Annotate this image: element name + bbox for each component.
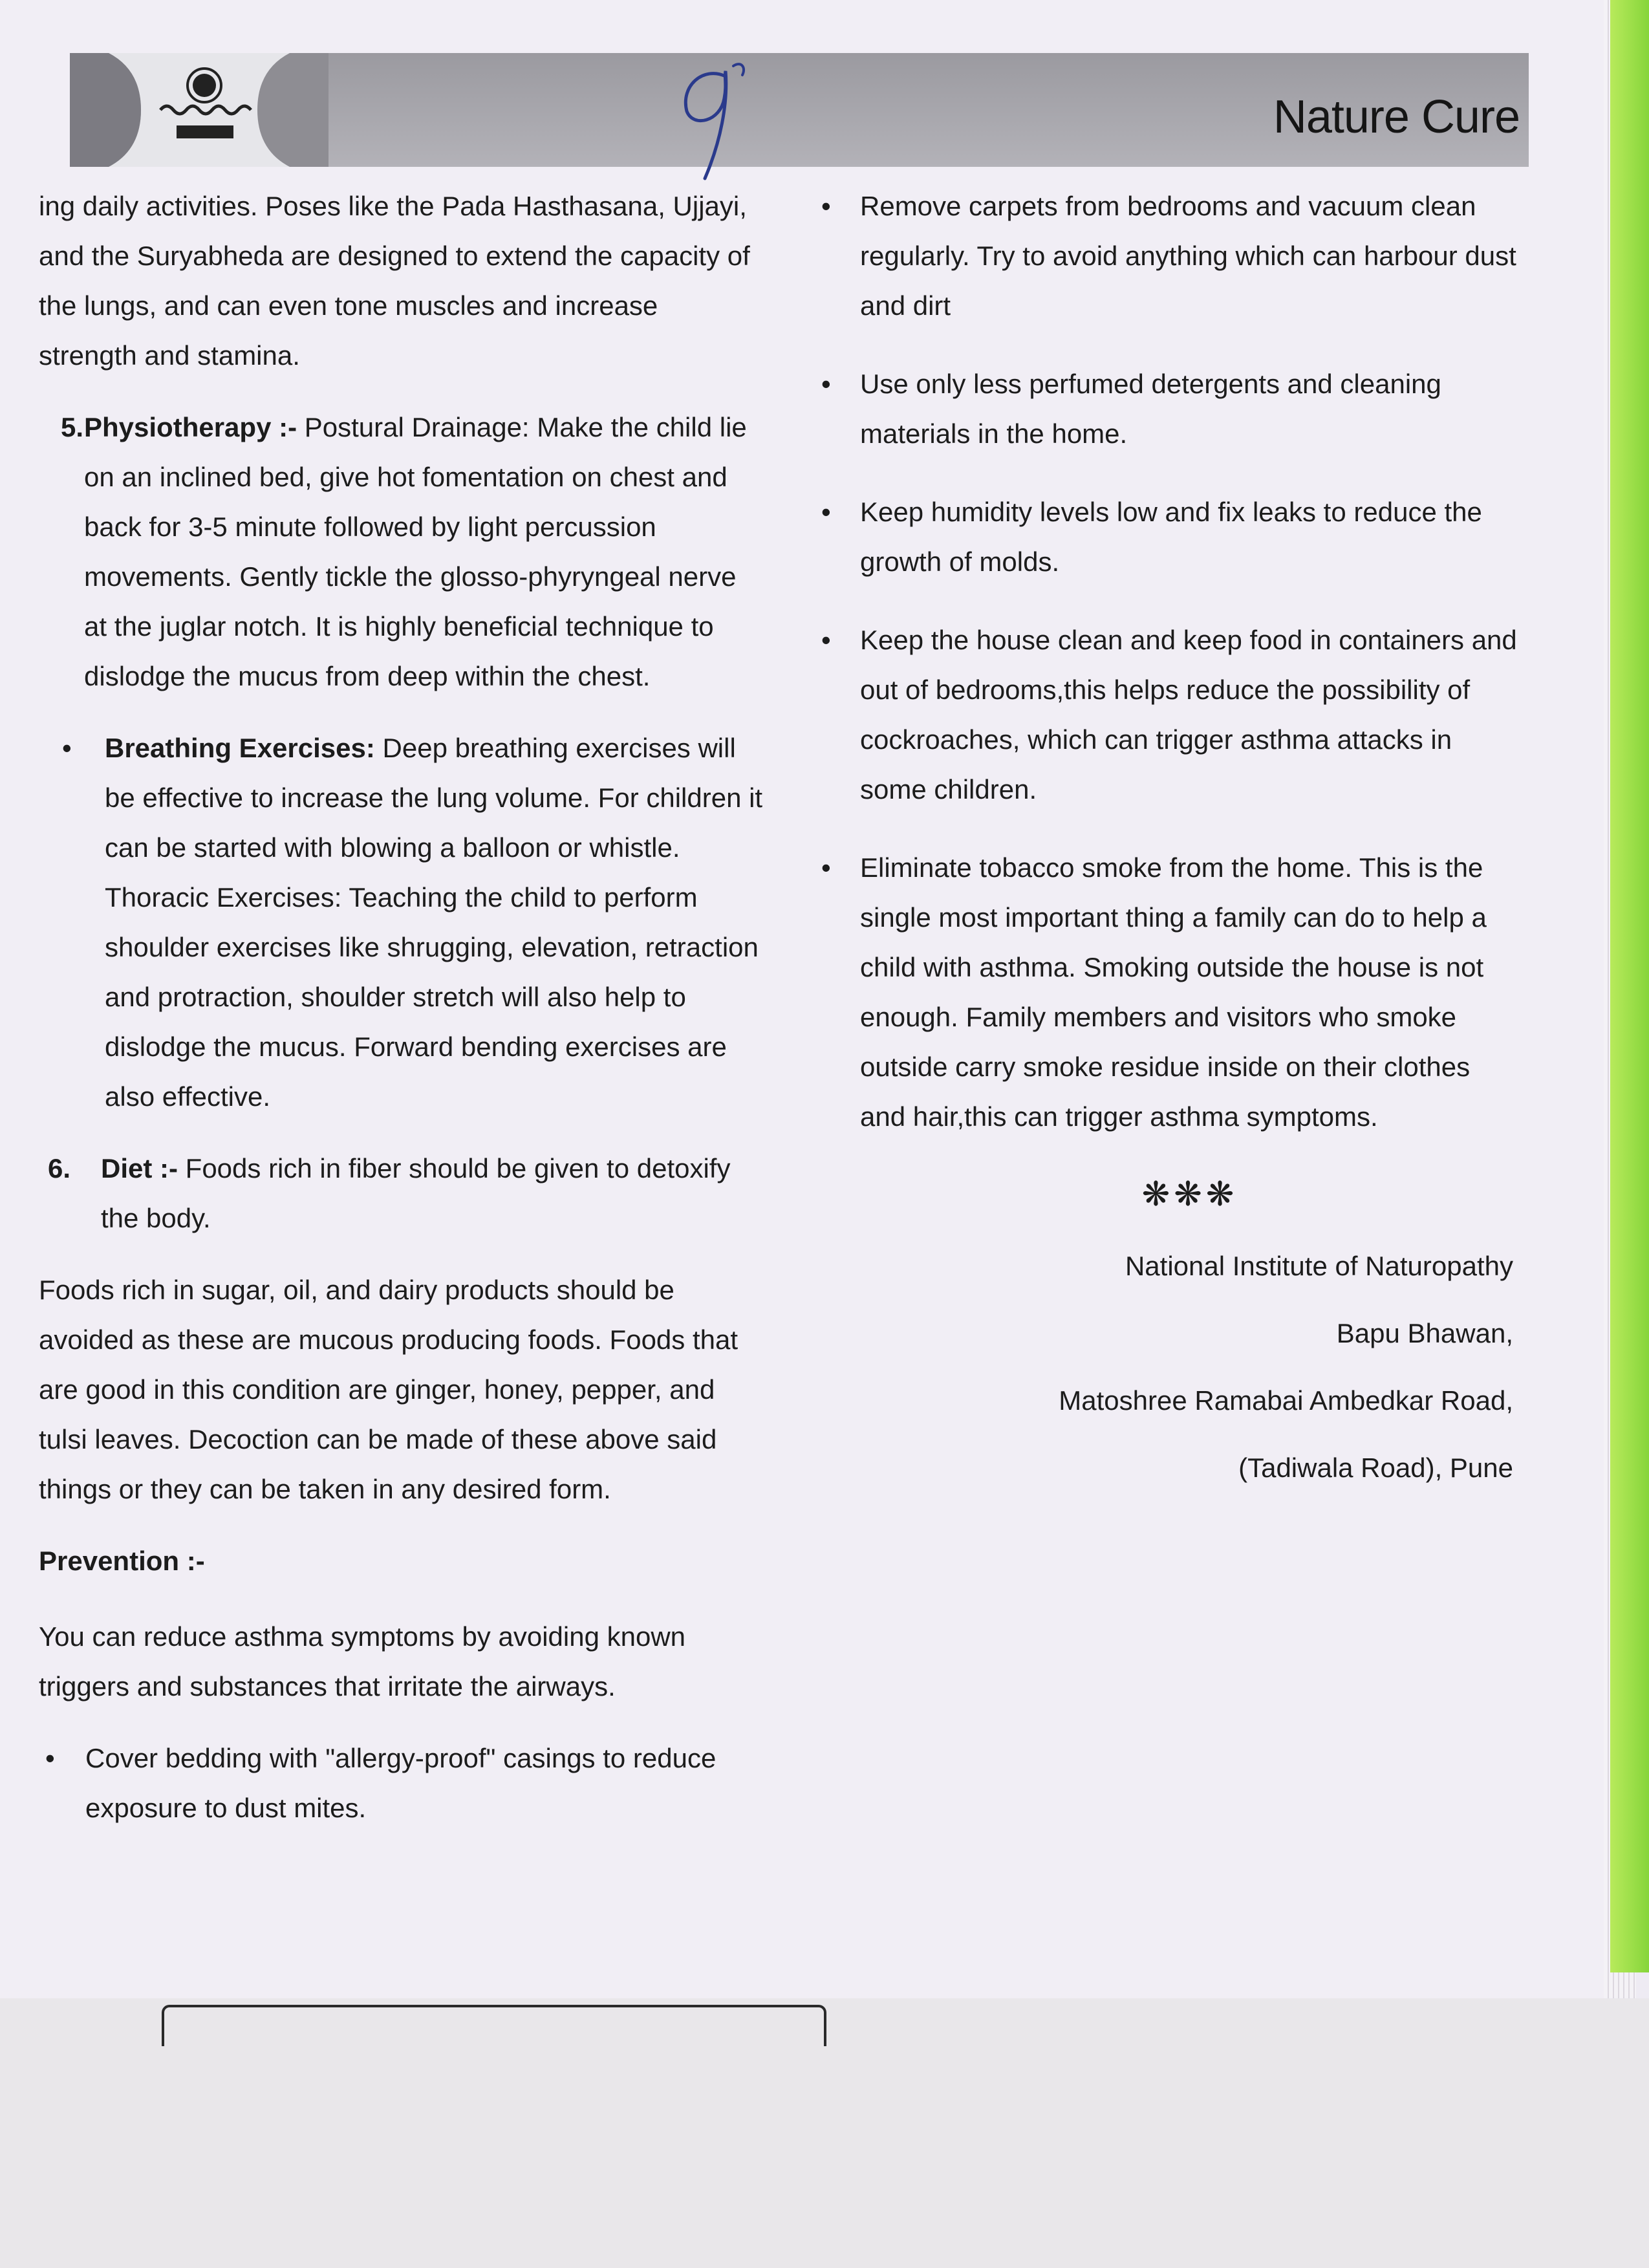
item-text: Use only less perfumed detergents and cleaning materials in the home. xyxy=(860,369,1441,449)
list-item-diet xyxy=(39,1143,763,1243)
paragraph-prevention: You can reduce asthma symptoms by avoiding known triggers and substances that irritate the airways. xyxy=(39,1621,686,1701)
list-item-carpets xyxy=(821,181,1520,330)
item-label: Breathing Exercises: xyxy=(105,733,375,763)
handwritten-page-number xyxy=(653,52,750,188)
paragraph-diet: Foods rich in sugar, oil, and dairy products should be avoided as these are mucous producing foods. Foods that are good in this condition are ginger, honey, pepper, and tulsi leaves. Decoction can be made of these above said things or they can be taken in any desired form. xyxy=(39,1275,738,1504)
list-item-humidity xyxy=(821,487,1520,587)
address-line: Bapu Bhawan, xyxy=(1336,1318,1513,1348)
ornament-divider-icon: ❋❋❋ xyxy=(1141,1176,1238,1213)
bullet-icon: • xyxy=(821,625,831,655)
address-line: (Tadiwala Road), Pune xyxy=(1238,1453,1513,1483)
bullet-icon: • xyxy=(62,733,72,763)
footer-frame xyxy=(162,2005,826,2046)
item-text: Keep the house clean and keep food in containers and out of bedrooms,this helps reduce the possibility of cockroaches, which can trigger asthma attacks in some children. xyxy=(860,625,1517,805)
list-item-detergents xyxy=(821,359,1520,459)
author-address xyxy=(860,1233,1513,1502)
bullet-icon: • xyxy=(821,852,831,883)
address-line: National Institute of Naturopathy xyxy=(1125,1251,1513,1281)
item-text: Remove carpets from bedrooms and vacuum clean regularly. Try to avoid anything which can harbour dust and dirt xyxy=(860,191,1516,321)
bullet-icon: • xyxy=(821,497,831,527)
section-title: Nature Cure xyxy=(1273,91,1520,143)
list-item-bedding xyxy=(39,1733,763,1833)
item-number: 5. xyxy=(61,412,84,442)
item-text: Deep breathing exercises will be effective to increase the lung volume. For children it can be started with blowing a balloon or whistle. Thoracic Exercises: Teaching the child to perform shoulder exercises like shrugging, elevation, retraction and protraction, shoulder stretch will also help to dislodge the mucus. Forward bending exercises are also effective. xyxy=(105,733,763,1112)
item-number: 6. xyxy=(48,1153,71,1183)
item-text: Keep humidity levels low and fix leaks to reduce the growth of molds. xyxy=(860,497,1482,577)
right-column xyxy=(821,181,1520,1502)
item-label: Diet :- xyxy=(101,1153,178,1183)
list-item-tobacco xyxy=(821,843,1520,1141)
logo-emblem-icon xyxy=(70,53,329,167)
heading-prevention: Prevention :- xyxy=(39,1546,205,1576)
left-column xyxy=(39,181,763,1855)
item-text: Cover bedding with "allergy-proof" casings to reduce exposure to dust mites. xyxy=(85,1743,717,1823)
item-label: Physiotherapy :- xyxy=(84,412,297,442)
bullet-icon: • xyxy=(821,369,831,399)
paragraph-yoga: ing daily activities. Poses like the Pada Hasthasana, Ujjayi, and the Suryabheda are designed to extend the capacity of the lungs, and can even tone muscles and increase strength and stamina. xyxy=(39,191,750,371)
green-cover-edge xyxy=(1610,0,1649,1972)
bullet-icon: • xyxy=(821,191,831,221)
bullet-icon: • xyxy=(45,1743,55,1773)
item-text: Foods rich in fiber should be given to detoxify the body. xyxy=(101,1153,731,1233)
list-item-house-clean xyxy=(821,615,1520,814)
address-line: Matoshree Ramabai Ambedkar Road, xyxy=(1059,1385,1513,1416)
logo xyxy=(70,53,329,167)
item-text: Postural Drainage: Make the child lie on an inclined bed, give hot fomentation on chest and back for 3-5 minute followed by light percussion movements. Gently tickle the glosso-phyryngeal nerve at the juglar notch. It is highly beneficial technique to dislodge the mucus from deep within the chest. xyxy=(84,412,747,691)
list-item-physiotherapy xyxy=(39,402,763,701)
item-text: Eliminate tobacco smoke from the home. This is the single most important thing a family can do to help a child with asthma. Smoking outside the house is not enough. Family members and visitors who smoke outside carry smoke residue inside on their clothes and hair,this can trigger asthma symptoms. xyxy=(860,852,1487,1132)
list-item-breathing-exercises xyxy=(39,723,763,1121)
